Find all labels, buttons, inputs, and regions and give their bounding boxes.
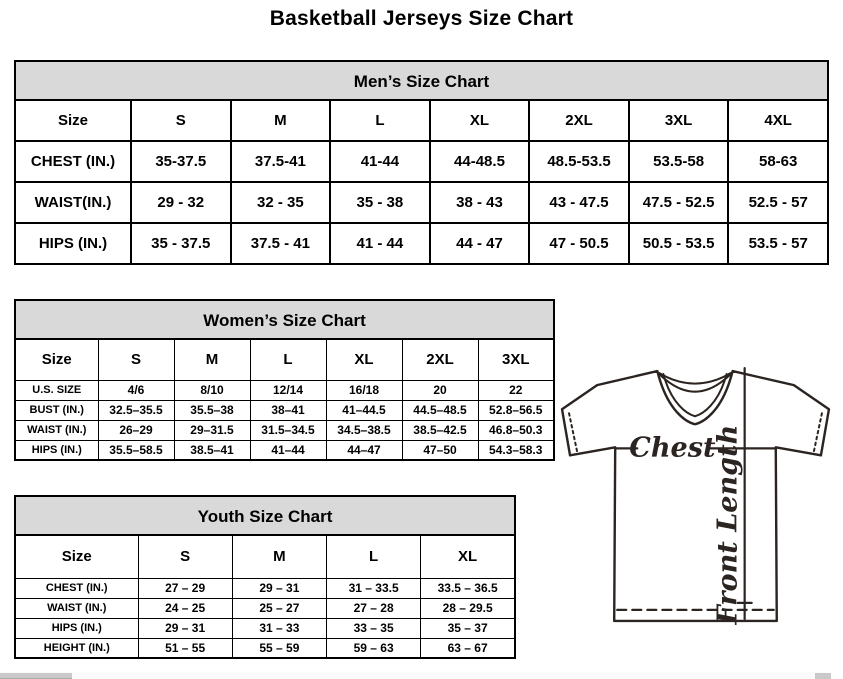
size-value: 41 - 44 xyxy=(330,223,430,264)
header-row xyxy=(15,535,515,578)
table-row xyxy=(15,141,828,182)
right-cuff-dashed-line xyxy=(814,413,822,451)
row-label: WAIST (IN.) xyxy=(15,420,98,440)
size-value: 47–50 xyxy=(402,440,478,460)
column-header: XL xyxy=(326,339,402,380)
size-value: 38.5–41 xyxy=(174,440,250,460)
header-row xyxy=(15,100,828,141)
table-row xyxy=(15,638,515,658)
column-header: 3XL xyxy=(629,100,729,141)
row-label: CHEST (IN.) xyxy=(15,578,138,598)
table-row xyxy=(15,420,554,440)
size-value: 58-63 xyxy=(728,141,828,182)
size-value: 27 – 28 xyxy=(327,598,421,618)
size-value: 29–31.5 xyxy=(174,420,250,440)
size-value: 53.5 - 57 xyxy=(728,223,828,264)
size-value: 12/14 xyxy=(250,380,326,400)
youth-size-chart xyxy=(14,495,516,659)
size-value: 35 - 38 xyxy=(330,182,430,223)
size-value: 37.5-41 xyxy=(231,141,331,182)
header-row xyxy=(15,339,554,380)
column-header: M xyxy=(232,535,326,578)
youth-size-table xyxy=(14,534,516,659)
size-value: 27 – 29 xyxy=(138,578,232,598)
size-value: 4/6 xyxy=(98,380,174,400)
size-value: 33.5 – 36.5 xyxy=(421,578,515,598)
column-header: 3XL xyxy=(478,339,554,380)
table-row xyxy=(15,440,554,460)
column-header: S xyxy=(131,100,231,141)
front-length-label: Front Length xyxy=(712,424,744,625)
size-value: 54.3–58.3 xyxy=(478,440,554,460)
size-value: 48.5-53.5 xyxy=(529,141,629,182)
size-value: 31 – 33.5 xyxy=(327,578,421,598)
column-header: 2XL xyxy=(402,339,478,380)
womens-size-chart xyxy=(14,299,555,461)
size-value: 44–47 xyxy=(326,440,402,460)
size-value: 46.8–50.3 xyxy=(478,420,554,440)
row-label: BUST (IN.) xyxy=(15,400,98,420)
jersey-measurement-diagram xyxy=(557,356,843,629)
size-value: 31.5–34.5 xyxy=(250,420,326,440)
column-header: L xyxy=(327,535,421,578)
size-value: 53.5-58 xyxy=(629,141,729,182)
row-label: HIPS (IN.) xyxy=(15,223,131,264)
column-header: Size xyxy=(15,339,98,380)
size-value: 59 – 63 xyxy=(327,638,421,658)
table-row xyxy=(15,223,828,264)
size-value: 24 – 25 xyxy=(138,598,232,618)
table-row xyxy=(15,578,515,598)
column-header: L xyxy=(250,339,326,380)
column-header: XL xyxy=(421,535,515,578)
size-value: 35 – 37 xyxy=(421,618,515,638)
size-value: 47.5 - 52.5 xyxy=(629,182,729,223)
size-value: 32.5–35.5 xyxy=(98,400,174,420)
size-value: 47 - 50.5 xyxy=(529,223,629,264)
horizontal-scrollbar-thumb[interactable] xyxy=(0,673,72,679)
size-value: 31 – 33 xyxy=(232,618,326,638)
size-value: 37.5 - 41 xyxy=(231,223,331,264)
page-title: Basketball Jerseys Size Chart xyxy=(269,7,574,30)
size-value: 38 - 43 xyxy=(430,182,530,223)
chest-label: Chest xyxy=(629,432,716,464)
size-value: 25 – 27 xyxy=(232,598,326,618)
column-header: 4XL xyxy=(728,100,828,141)
column-header: L xyxy=(330,100,430,141)
table-row xyxy=(15,380,554,400)
mens-size-chart xyxy=(14,60,829,265)
size-value: 16/18 xyxy=(326,380,402,400)
row-label: CHEST (IN.) xyxy=(15,141,131,182)
table-row xyxy=(15,598,515,618)
horizontal-scrollbar[interactable] xyxy=(0,672,827,679)
column-header: M xyxy=(231,100,331,141)
size-value: 26–29 xyxy=(98,420,174,440)
size-value: 52.5 - 57 xyxy=(728,182,828,223)
womens-size-table xyxy=(14,338,555,461)
size-value: 43 - 47.5 xyxy=(529,182,629,223)
size-value: 63 – 67 xyxy=(421,638,515,658)
size-value: 29 – 31 xyxy=(138,618,232,638)
left-cuff-dashed-line xyxy=(569,413,577,451)
youth-chart-title: Youth Size Chart xyxy=(14,495,516,534)
size-value: 32 - 35 xyxy=(231,182,331,223)
column-header: Size xyxy=(15,535,138,578)
table-row xyxy=(15,400,554,420)
size-value: 52.8–56.5 xyxy=(478,400,554,420)
size-value: 29 – 31 xyxy=(232,578,326,598)
size-value: 44.5–48.5 xyxy=(402,400,478,420)
mens-chart-title: Men’s Size Chart xyxy=(14,60,829,99)
size-value: 55 – 59 xyxy=(232,638,326,658)
size-value: 20 xyxy=(402,380,478,400)
size-value: 50.5 - 53.5 xyxy=(629,223,729,264)
size-value: 41–44.5 xyxy=(326,400,402,420)
table-row xyxy=(15,182,828,223)
size-value: 35.5–38 xyxy=(174,400,250,420)
row-label: WAIST(IN.) xyxy=(15,182,131,223)
row-label: HEIGHT (IN.) xyxy=(15,638,138,658)
scrollbar-corner xyxy=(815,673,831,679)
size-value: 41–44 xyxy=(250,440,326,460)
size-value: 38.5–42.5 xyxy=(402,420,478,440)
size-value: 35.5–58.5 xyxy=(98,440,174,460)
row-label: U.S. SIZE xyxy=(15,380,98,400)
row-label: HIPS (IN.) xyxy=(15,440,98,460)
row-label: HIPS (IN.) xyxy=(15,618,138,638)
size-value: 8/10 xyxy=(174,380,250,400)
womens-chart-title: Women’s Size Chart xyxy=(14,299,555,338)
size-value: 41-44 xyxy=(330,141,430,182)
size-value: 44 - 47 xyxy=(430,223,530,264)
size-value: 38–41 xyxy=(250,400,326,420)
size-value: 29 - 32 xyxy=(131,182,231,223)
size-value: 34.5–38.5 xyxy=(326,420,402,440)
size-value: 33 – 35 xyxy=(327,618,421,638)
table-row xyxy=(15,618,515,638)
column-header: S xyxy=(98,339,174,380)
size-value: 28 – 29.5 xyxy=(421,598,515,618)
size-value: 51 – 55 xyxy=(138,638,232,658)
size-value: 44-48.5 xyxy=(430,141,530,182)
column-header: 2XL xyxy=(529,100,629,141)
column-header: M xyxy=(174,339,250,380)
jersey-outline xyxy=(562,371,829,621)
column-header: XL xyxy=(430,100,530,141)
column-header: Size xyxy=(15,100,131,141)
mens-size-table xyxy=(14,99,829,265)
size-value: 35-37.5 xyxy=(131,141,231,182)
row-label: WAIST (IN.) xyxy=(15,598,138,618)
size-value: 35 - 37.5 xyxy=(131,223,231,264)
column-header: S xyxy=(138,535,232,578)
size-value: 22 xyxy=(478,380,554,400)
